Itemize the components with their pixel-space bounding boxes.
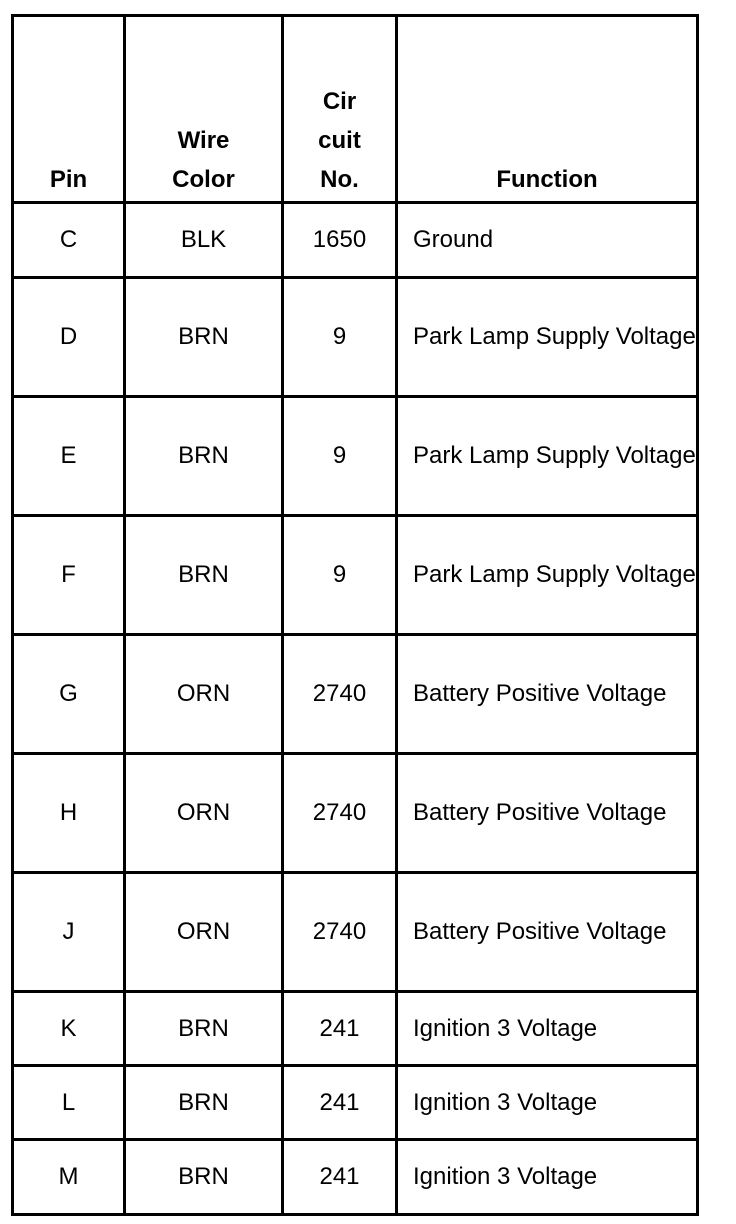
cell-wire-color: BRN bbox=[125, 1140, 283, 1215]
table-row bbox=[13, 278, 698, 397]
header-wire-color-line-2: Color bbox=[172, 166, 235, 193]
table-row bbox=[13, 1066, 698, 1140]
header-pin-line: Pin bbox=[49, 166, 88, 193]
cell-circuit-no: 9 bbox=[283, 397, 397, 516]
cell-function: Park Lamp Supply Voltage bbox=[397, 397, 698, 516]
cell-pin: F bbox=[13, 516, 125, 635]
header-function bbox=[397, 16, 698, 203]
cell-pin: L bbox=[13, 1066, 125, 1140]
header-circuit-no-line-1: Cir bbox=[322, 88, 357, 115]
cell-function: Ground bbox=[397, 203, 698, 278]
cell-wire-color: BLK bbox=[125, 203, 283, 278]
table-row bbox=[13, 635, 698, 754]
table-row bbox=[13, 203, 698, 278]
table-row bbox=[13, 1140, 698, 1215]
cell-wire-color: BRN bbox=[125, 397, 283, 516]
header-function-line: Function bbox=[496, 166, 598, 193]
cell-pin: C bbox=[13, 203, 125, 278]
cell-function: Park Lamp Supply Voltage bbox=[397, 516, 698, 635]
cell-function: Ignition 3 Voltage bbox=[397, 1140, 698, 1215]
table-row bbox=[13, 873, 698, 992]
cell-circuit-no: 241 bbox=[283, 992, 397, 1066]
header-wire-color bbox=[125, 16, 283, 203]
header-circuit-no-line-3: No. bbox=[320, 166, 359, 193]
cell-pin: J bbox=[13, 873, 125, 992]
cell-pin: E bbox=[13, 397, 125, 516]
cell-function: Park Lamp Supply Voltage bbox=[397, 278, 698, 397]
cell-circuit-no: 2740 bbox=[283, 635, 397, 754]
header-wire-color-line-1: Wire bbox=[177, 127, 230, 154]
header-circuit-no bbox=[283, 16, 397, 203]
table-row bbox=[13, 516, 698, 635]
header-pin bbox=[13, 16, 125, 203]
cell-function: Battery Positive Voltage bbox=[397, 754, 698, 873]
table-row bbox=[13, 397, 698, 516]
cell-wire-color: BRN bbox=[125, 1066, 283, 1140]
table-row bbox=[13, 992, 698, 1066]
cell-circuit-no: 1650 bbox=[283, 203, 397, 278]
cell-wire-color: BRN bbox=[125, 516, 283, 635]
cell-pin: K bbox=[13, 992, 125, 1066]
pinout-table bbox=[11, 14, 699, 1216]
cell-pin: D bbox=[13, 278, 125, 397]
cell-pin: G bbox=[13, 635, 125, 754]
cell-function: Battery Positive Voltage bbox=[397, 635, 698, 754]
header-row bbox=[13, 16, 698, 203]
header-circuit-no-line-2: cuit bbox=[318, 127, 361, 154]
cell-wire-color: ORN bbox=[125, 635, 283, 754]
cell-pin: M bbox=[13, 1140, 125, 1215]
cell-function: Ignition 3 Voltage bbox=[397, 1066, 698, 1140]
cell-wire-color: ORN bbox=[125, 873, 283, 992]
cell-circuit-no: 2740 bbox=[283, 754, 397, 873]
cell-wire-color: ORN bbox=[125, 754, 283, 873]
cell-circuit-no: 241 bbox=[283, 1066, 397, 1140]
cell-circuit-no: 9 bbox=[283, 278, 397, 397]
cell-circuit-no: 2740 bbox=[283, 873, 397, 992]
cell-wire-color: BRN bbox=[125, 278, 283, 397]
table-row bbox=[13, 754, 698, 873]
cell-wire-color: BRN bbox=[125, 992, 283, 1066]
cell-circuit-no: 9 bbox=[283, 516, 397, 635]
cell-function: Ignition 3 Voltage bbox=[397, 992, 698, 1066]
cell-function: Battery Positive Voltage bbox=[397, 873, 698, 992]
cell-pin: H bbox=[13, 754, 125, 873]
cell-circuit-no: 241 bbox=[283, 1140, 397, 1215]
